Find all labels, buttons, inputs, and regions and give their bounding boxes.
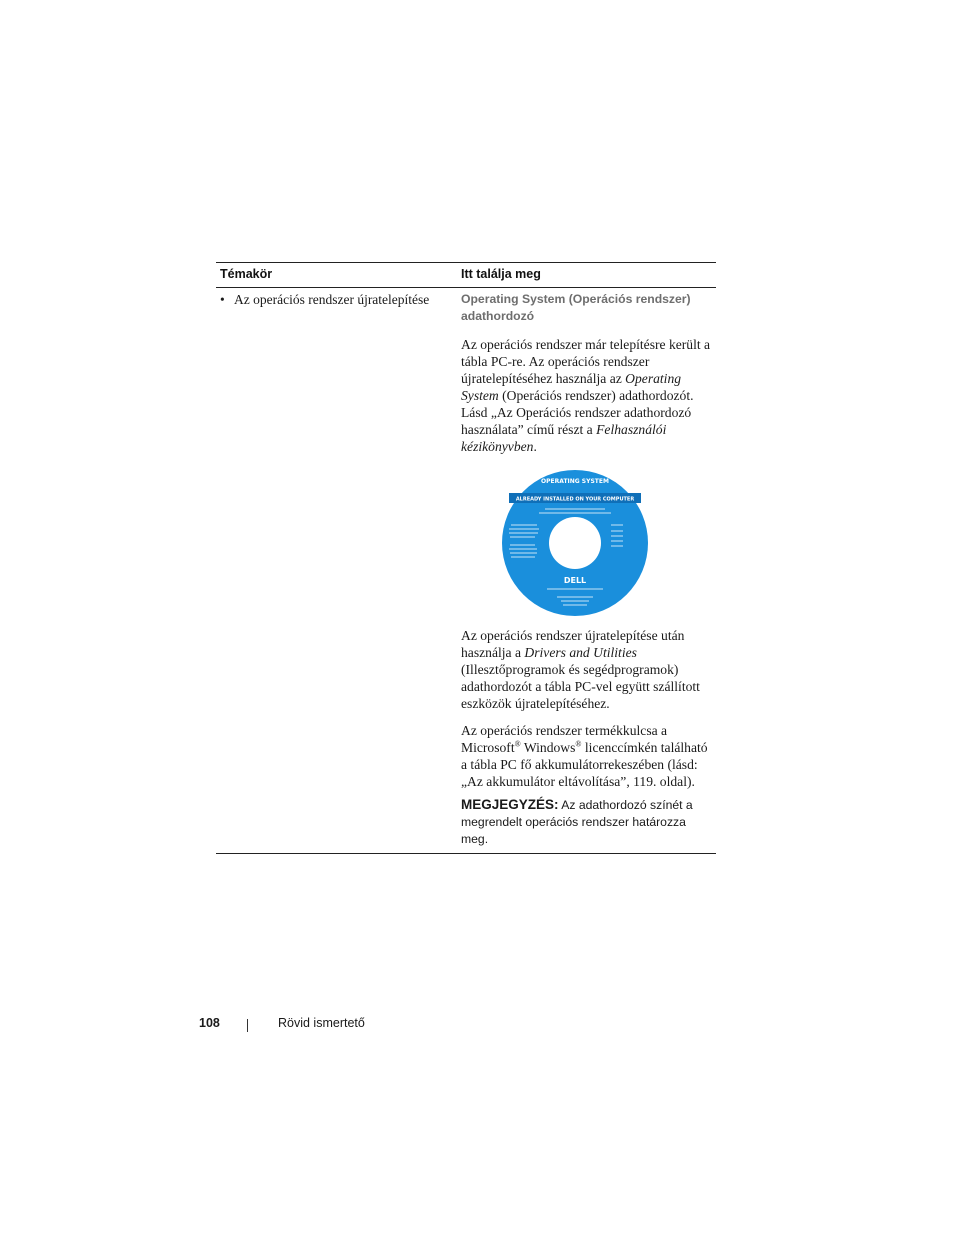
page-number: 108 [199,1016,220,1030]
table-bottom-rule [216,853,716,854]
disc-hub [549,517,601,569]
disc-brand: DELL [563,576,587,585]
table-top-rule [216,262,716,263]
paragraph-3: Az operációs rendszer termékkulcsa a Microsoft® Windows® licenccímkén található a tábla PC fő akkumulátorrekeszében (lásd: „Az akkumulátor eltávolítása”, 119. oldal). [461,723,708,789]
header-where: Itt találja meg [461,267,541,281]
topic-text: Az operációs rendszer újratelepítése [234,292,430,307]
paragraph-1: Az operációs rendszer már telepítésre került a tábla PC-re. Az operációs rendszer újratelepítéséhez használja az Operating System (Operációs rendszer) adathordozót. Lásd „Az Operációs rendszer adathordozó használata” című részt a Felhasználói kézikönyvben. [461,337,711,454]
note-text: Az adathordozó színét a megrendelt operációs rendszer határozza meg. [461,798,693,846]
footer-separator [247,1019,248,1032]
disc-banner-text: ALREADY INSTALLED ON YOUR COMPUTER [515,496,635,503]
paragraph-2: Az operációs rendszer újratelepítése után használja a Drivers and Utilities (Illesztőprogramok és segédprogramok) adathordozót a tábla PC-vel együtt szállított eszközök újratelepítéséhez. [461,628,700,711]
cd-disc-image [501,469,649,617]
disc-title: OPERATING SYSTEM [541,478,609,485]
header-topic: Témakör [220,267,273,281]
footer-title: Rövid ismertető [278,1016,365,1030]
note [461,796,716,848]
note-label: MEGJEGYZÉS: [461,797,559,812]
section-heading: Operating System (Operációs rendszer) adathordozó [461,292,691,323]
bullet: • [220,292,225,307]
topic-cell [220,291,455,308]
header-rule [216,287,716,288]
where-cell [461,291,716,860]
